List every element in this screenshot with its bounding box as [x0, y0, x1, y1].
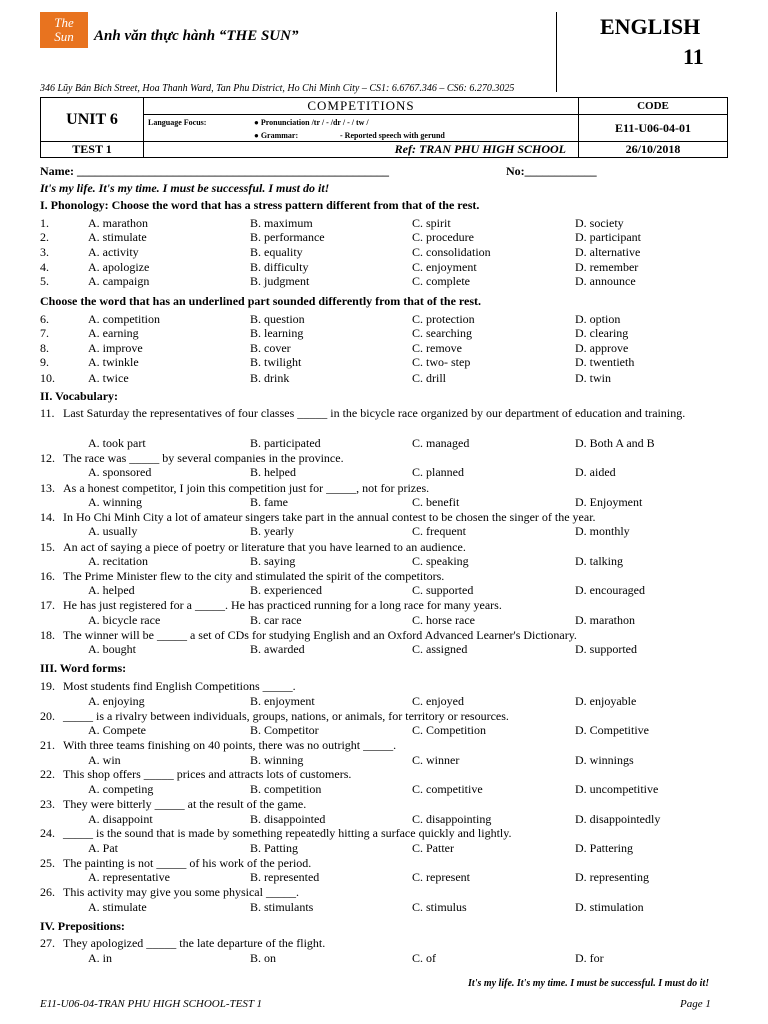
option-b[interactable]: B. disappointed — [250, 812, 326, 826]
option-c[interactable]: C. drill — [412, 371, 447, 385]
test-code: E11-U06-04-01 — [579, 115, 728, 142]
question-text: This shop offers _____ prices and attracts lots of customers. — [63, 767, 352, 781]
option-b[interactable]: B. twilight — [250, 355, 302, 369]
footer-motto: It's my life. It's my time. I must be successful. I must do it! — [468, 978, 710, 989]
option-d[interactable]: D. option — [575, 312, 621, 326]
option-c[interactable]: C. protection — [412, 312, 475, 326]
option-a[interactable]: A. campaign — [88, 274, 150, 288]
section-pronunciation-title: Choose the word that has an underlined part sounded differently from that of the rest. — [40, 294, 482, 308]
option-b[interactable]: B. yearly — [250, 524, 294, 538]
option-d[interactable]: D. twentieth — [575, 355, 635, 369]
option-a[interactable]: A. took part — [88, 436, 146, 450]
option-d[interactable]: D. remember — [575, 260, 639, 274]
test-info-table — [40, 97, 728, 158]
option-c[interactable]: C. enjoyed — [412, 694, 464, 708]
option-a[interactable]: A. bought — [88, 642, 136, 656]
question-text: As a honest competitor, I join this competition just for _____, not for prizes. — [63, 481, 430, 495]
question-number: 24. — [40, 826, 55, 840]
option-d[interactable]: D. clearing — [575, 326, 629, 340]
option-d[interactable]: D. winnings — [575, 753, 634, 767]
option-b[interactable]: B. represented — [250, 870, 320, 884]
question-text: An act of saying a piece of poetry or literature that you have learned to an audience. — [63, 540, 466, 554]
question-number: 19. — [40, 679, 55, 693]
option-b[interactable]: B. cover — [250, 341, 291, 355]
option-c[interactable]: C. spirit — [412, 216, 451, 230]
question-number: 18. — [40, 628, 55, 642]
option-a[interactable]: A. recitation — [88, 554, 148, 568]
option-d[interactable]: D. talking — [575, 554, 623, 568]
number-field[interactable]: No:____________ — [506, 164, 597, 178]
option-a[interactable]: A. competition — [88, 312, 160, 326]
option-d[interactable]: D. Pattering — [575, 841, 633, 855]
option-c[interactable]: C. competitive — [412, 782, 483, 796]
test-date: 26/10/2018 — [579, 142, 728, 158]
option-d[interactable]: D. aided — [575, 465, 616, 479]
logo-text-2: Sun — [54, 29, 74, 44]
option-c[interactable]: C. enjoyment — [412, 260, 477, 274]
option-c[interactable]: C. benefit — [412, 495, 460, 509]
option-c[interactable]: C. frequent — [412, 524, 466, 538]
question-text: With three teams finishing on 40 points, there was no outright _____. — [63, 738, 397, 752]
subject-title: ENGLISH — [600, 14, 701, 39]
focus-pronunciation: ● Pronunciation /tr / - /dr / - / tw / — [254, 118, 369, 127]
option-c[interactable]: C. horse race — [412, 613, 475, 627]
question-number: 22. — [40, 767, 55, 781]
question-text: The painting is not _____ of his work of the period. — [63, 856, 312, 870]
option-a[interactable]: A. marathon — [88, 216, 148, 230]
option-d[interactable]: D. participant — [575, 230, 641, 244]
option-d[interactable]: D. enjoyable — [575, 694, 637, 708]
option-a[interactable]: A. stimulate — [88, 230, 147, 244]
option-c[interactable]: C. represent — [412, 870, 470, 884]
option-a[interactable]: A. representative — [88, 870, 170, 884]
question-number: 20. — [40, 709, 55, 723]
option-d[interactable]: D. Enjoyment — [575, 495, 643, 509]
option-d[interactable]: D. marathon — [575, 613, 635, 627]
question-number: 26. — [40, 885, 55, 899]
header-divider — [556, 12, 557, 92]
option-c[interactable]: C. Competition — [412, 723, 487, 737]
option-b[interactable]: B. competition — [250, 782, 322, 796]
option-a[interactable]: A. win — [88, 753, 121, 767]
section-phonology-title: I. Phonology: Choose the word that has a stress pattern different from that of the rest. — [40, 198, 480, 212]
option-a[interactable]: A. winning — [88, 495, 142, 509]
option-d[interactable]: D. encouraged — [575, 583, 645, 597]
option-a[interactable]: A. twice — [88, 371, 129, 385]
the-sun-logo — [40, 12, 88, 48]
option-d[interactable]: D. society — [575, 216, 624, 230]
option-c[interactable]: C. procedure — [412, 230, 474, 244]
option-c[interactable]: C. disappointing — [412, 812, 492, 826]
focus-grammar: ● Grammar: — [254, 131, 299, 140]
section-vocabulary-title: II. Vocabulary: — [40, 389, 119, 403]
option-d[interactable]: D. approve — [575, 341, 629, 355]
option-c[interactable]: C. stimulus — [412, 900, 467, 914]
question-text: The winner will be _____ a set of CDs for studying English and an Oxford Advanced Learner's Dictionary. — [63, 628, 577, 642]
option-b[interactable]: B. enjoyment — [250, 694, 315, 708]
option-b[interactable]: B. question — [250, 312, 305, 326]
code-header: CODE — [579, 98, 728, 115]
question-text: This activity may give you some physical _____. — [63, 885, 299, 899]
option-c[interactable]: C. complete — [412, 274, 470, 288]
question-number: 27. — [40, 936, 55, 950]
test-label: TEST 1 — [41, 142, 144, 158]
question-text: Last Saturday the representatives of four classes _____ in the bicycle race organized by our department of education and training. — [63, 406, 686, 420]
option-c[interactable]: C. supported — [412, 583, 474, 597]
option-b[interactable]: B. equality — [250, 245, 303, 259]
motto: It's my life. It's my time. I must be successful. I must do it! — [40, 181, 330, 195]
option-b[interactable]: B. winning — [250, 753, 304, 767]
option-b[interactable]: B. judgment — [250, 274, 310, 288]
option-a[interactable]: A. improve — [88, 341, 143, 355]
option-a[interactable]: A. twinkle — [88, 355, 139, 369]
option-c[interactable]: C. consolidation — [412, 245, 491, 259]
option-d[interactable]: D. supported — [575, 642, 637, 656]
question-text: They were bitterly _____ at the result of the game. — [63, 797, 307, 811]
question-number: 13. — [40, 481, 55, 495]
unit-label: UNIT 6 — [41, 98, 144, 142]
question-text: _____ is the sound that is made by something repeatedly hitting a surface quickly and lightly. — [63, 826, 512, 840]
question-number: 2. — [40, 230, 49, 244]
option-a[interactable]: A. Pat — [88, 841, 118, 855]
option-d[interactable]: D. monthly — [575, 524, 630, 538]
question-number: 4. — [40, 260, 49, 274]
option-b[interactable]: B. fame — [250, 495, 288, 509]
option-d[interactable]: D. representing — [575, 870, 649, 884]
option-a[interactable]: A. competing — [88, 782, 154, 796]
option-c[interactable]: C. two- step — [412, 355, 471, 369]
question-text: The race was _____ by several companies in the province. — [63, 451, 344, 465]
option-c[interactable]: C. planned — [412, 465, 464, 479]
option-d[interactable]: D. disappointedly — [575, 812, 661, 826]
question-number: 25. — [40, 856, 55, 870]
option-d[interactable]: D. Competitive — [575, 723, 649, 737]
option-d[interactable]: D. twin — [575, 371, 611, 385]
option-d[interactable]: D. Both A and B — [575, 436, 655, 450]
name-field[interactable]: Name: ____________________________________________________ — [40, 164, 389, 178]
question-text: The Prime Minister flew to the city and stimulated the spirit of the competitors. — [63, 569, 445, 583]
option-b[interactable]: B. difficulty — [250, 260, 309, 274]
question-text: They apologized _____ the late departure of the flight. — [63, 936, 326, 950]
focus-grammar-detail: - Reported speech with gerund — [340, 131, 445, 140]
question-text: Most students find English Competitions _____. — [63, 679, 296, 693]
question-number: 11. — [40, 406, 55, 420]
footer-test-id: E11-U06-04-TRAN PHU HIGH SCHOOL-TEST 1 — [40, 998, 263, 1010]
logo-text-1: The — [54, 15, 74, 30]
question-number: 6. — [40, 312, 49, 326]
option-d[interactable]: D. uncompetitive — [575, 782, 659, 796]
option-a[interactable]: A. helped — [88, 583, 135, 597]
option-b[interactable]: B. drink — [250, 371, 290, 385]
question-number: 8. — [40, 341, 49, 355]
option-a[interactable]: A. enjoying — [88, 694, 145, 708]
grade-number: 11 — [683, 44, 704, 69]
option-b[interactable]: B. participated — [250, 436, 321, 450]
option-c[interactable]: C. Patter — [412, 841, 454, 855]
question-number: 10. — [40, 371, 55, 385]
option-a[interactable]: A. bicycle race — [88, 613, 161, 627]
topic-title: COMPETITIONS — [144, 98, 579, 115]
option-b[interactable]: B. maximum — [250, 216, 313, 230]
option-a[interactable]: A. in — [88, 951, 112, 965]
option-c[interactable]: C. searching — [412, 326, 472, 340]
option-a[interactable]: A. sponsored — [88, 465, 152, 479]
option-a[interactable]: A. Compete — [88, 723, 146, 737]
question-number: 23. — [40, 797, 55, 811]
option-b[interactable]: B. car race — [250, 613, 302, 627]
option-b[interactable]: B. performance — [250, 230, 325, 244]
question-number: 9. — [40, 355, 49, 369]
option-c[interactable]: C. winner — [412, 753, 460, 767]
question-number: 5. — [40, 274, 49, 288]
option-d[interactable]: D. for — [575, 951, 604, 965]
option-a[interactable]: A. usually — [88, 524, 138, 538]
option-c[interactable]: C. managed — [412, 436, 470, 450]
brand-name: Anh văn thực hành “THE SUN” — [94, 28, 299, 44]
question-number: 14. — [40, 510, 55, 524]
option-a[interactable]: A. apologize — [88, 260, 150, 274]
option-c[interactable]: C. assigned — [412, 642, 468, 656]
question-number: 7. — [40, 326, 49, 340]
school-address: 346 Lũy Bán Bích Street, Hoa Thanh Ward, Tan Phu District, Ho Chi Minh City – CS1: 6.6767.346 – CS6: 6.270.3025 — [40, 83, 515, 94]
option-d[interactable]: D. announce — [575, 274, 636, 288]
option-b[interactable]: B. Patting — [250, 841, 299, 855]
option-d[interactable]: D. stimulation — [575, 900, 644, 914]
option-b[interactable]: B. on — [250, 951, 277, 965]
question-text: In Ho Chi Minh City a lot of amateur singers take part in the annual contest to be chosen the singer of the year. — [63, 510, 596, 524]
option-b[interactable]: B. stimulants — [250, 900, 314, 914]
option-b[interactable]: B. saying — [250, 554, 296, 568]
option-a[interactable]: A. disappoint — [88, 812, 153, 826]
question-number: 16. — [40, 569, 55, 583]
option-a[interactable]: A. stimulate — [88, 900, 147, 914]
option-c[interactable]: C. remove — [412, 341, 462, 355]
option-b[interactable]: B. awarded — [250, 642, 305, 656]
question-text: He has just registered for a _____. He has practiced running for a long race for many years. — [63, 598, 502, 612]
section-prepositions-title: IV. Prepositions: — [40, 919, 125, 933]
option-d[interactable]: D. alternative — [575, 245, 641, 259]
option-a[interactable]: A. earning — [88, 326, 139, 340]
option-b[interactable]: B. Competitor — [250, 723, 319, 737]
question-text: _____ is a rivalry between individuals, groups, nations, or animals, for territory or resources. — [63, 709, 509, 723]
option-a[interactable]: A. activity — [88, 245, 139, 259]
question-number: 12. — [40, 451, 55, 465]
question-number: 21. — [40, 738, 55, 752]
option-c[interactable]: C. speaking — [412, 554, 469, 568]
option-b[interactable]: B. helped — [250, 465, 296, 479]
section-wordforms-title: III. Word forms: — [40, 661, 127, 675]
question-number: 17. — [40, 598, 55, 612]
reference: Ref: TRAN PHU HIGH SCHOOL — [144, 142, 579, 158]
question-number: 1. — [40, 216, 49, 230]
option-b[interactable]: B. learning — [250, 326, 304, 340]
language-focus — [144, 115, 579, 142]
question-number: 15. — [40, 540, 55, 554]
option-c[interactable]: C. of — [412, 951, 436, 965]
question-number: 3. — [40, 245, 49, 259]
page-number: Page 1 — [680, 998, 711, 1010]
option-b[interactable]: B. experienced — [250, 583, 322, 597]
focus-label: Language Focus: — [148, 118, 207, 127]
